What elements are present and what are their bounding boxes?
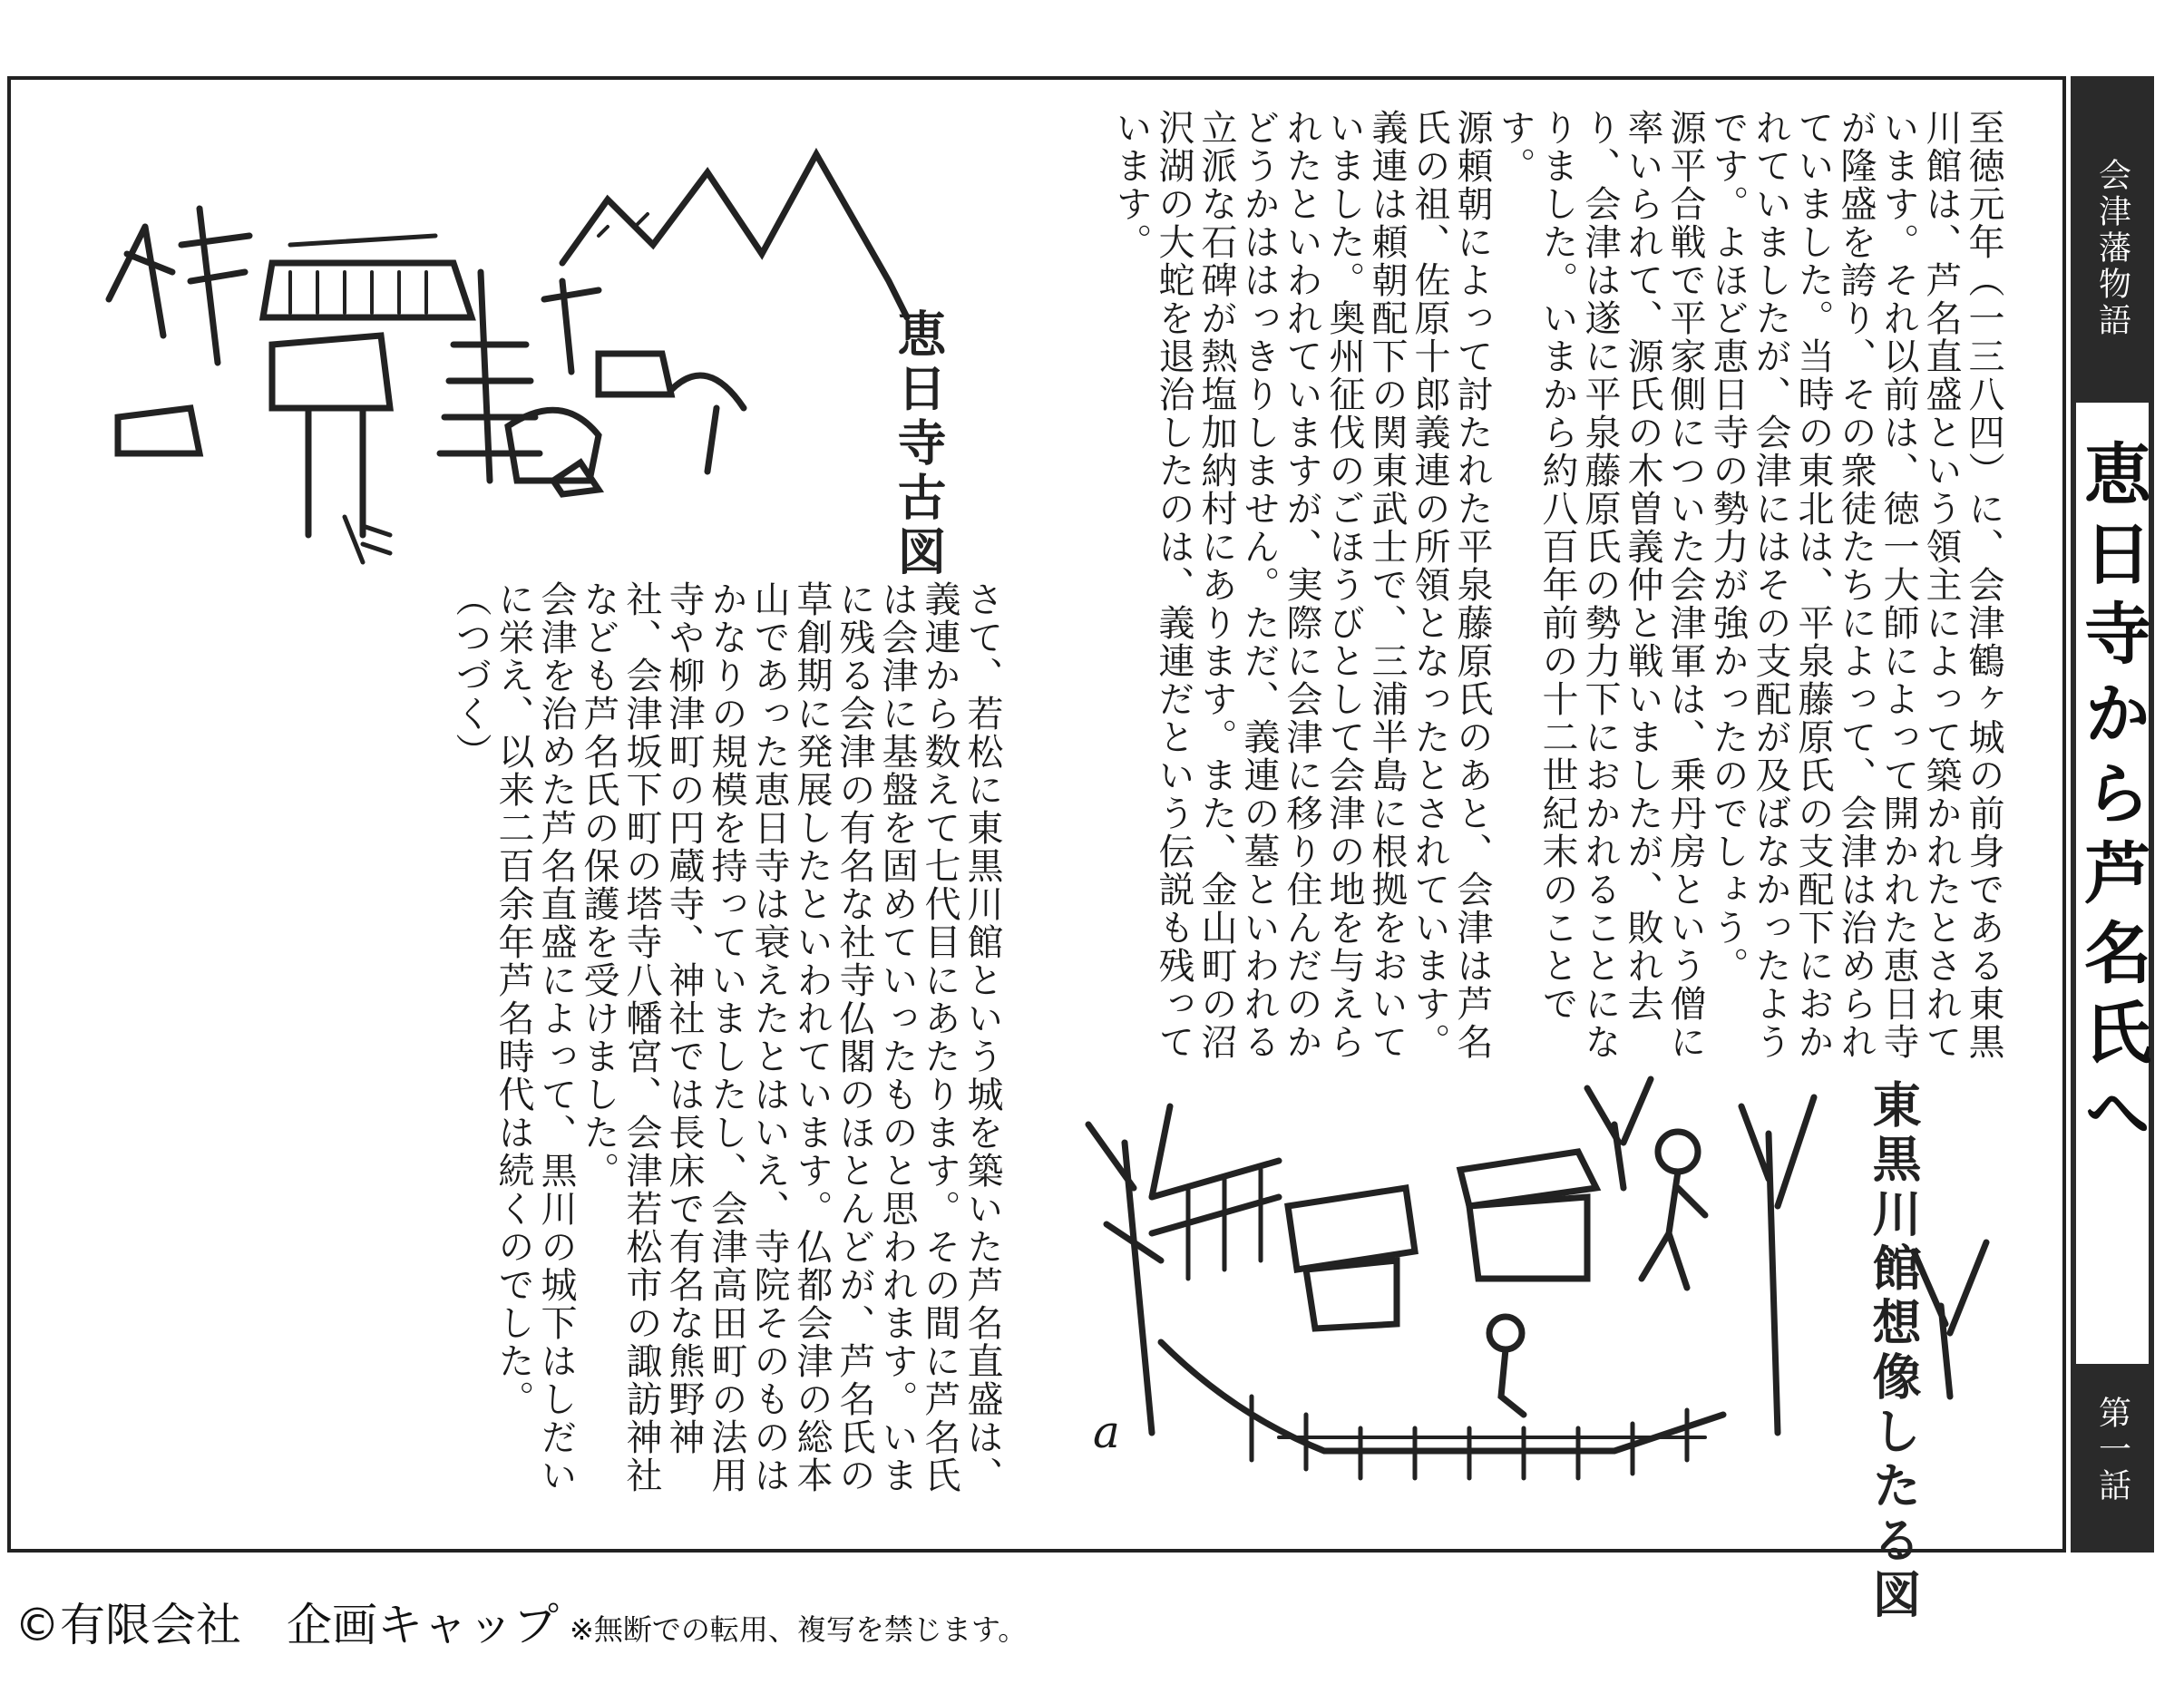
article-paragraph: 源平合戦で平家側についた会津軍は、乗丹房という僧に率いられて、源氏の木曽義仲と戦いましたが、敗れ去り、会津は遂に平泉藤原氏の勢力下におかれることになりました。いまから約八百年前の十二世紀末のことです。 (1494, 109, 1706, 1061)
temple-sketch-illustration (91, 136, 998, 580)
illustration-mark: a (1093, 1406, 1120, 1458)
article-paragraph: 至徳元年（一三八四）に、会津鶴ヶ城の前身である東黒川館は、芦名直盛という領主によって築かれたとされています。それ以前は、徳一大師によって開かれた恵日寺が隆盛を誇り、その衆徒たちによって、会津は治められていました。当時の東北は、平泉藤原氏の支配下におかれていましたが、会津にはその支配が及ばなかったようです。よほど恵日寺の勢力が強かったのでしょう。 (1707, 109, 2004, 1061)
copyright-text: ©有限会社 企画キャップ (15, 1599, 559, 1651)
kurokawa-sketch-caption: 東黒川館想像したる図 (1865, 1079, 1923, 1623)
episode-label: 第一話 (2093, 1396, 2131, 1504)
article-lower-column (24, 580, 1003, 1523)
article-paragraph: さて、若松に東黒川館という城を築いた芦名直盛は、義連から数えて七代目にあたります。その間に芦名氏は会津に基盤を固めていったものと思われます。いまに残る会津の有名な社寺仏閣のほとんどが、芦名氏の草創期に発展したといわれています。仏都会津の総本山であった恵日寺は衰えたとはいえ、寺院そのものはかなりの規模を持っていましたし、会津高田町の法用寺や柳津町の円蔵寺、神社では長床で有名な熊野神社、会津坂下町の塔寺八幡宮、会津若松市の諏訪神社なども芦名氏の保護を受けました。 (578, 580, 1003, 1494)
temple-sketch-caption: 恵日寺古図 (890, 308, 948, 580)
title-band (2071, 76, 2154, 1553)
article-paragraph: 源頼朝によって討たれた平泉藤原氏のあと、会津は芦名氏の祖、佐原十郎義連の所領となったとされています。義連は頼朝配下の関東武士で、三浦半島に根拠をおいていました。奥州征伐のごほうびとして会津の地を与えられたといわれていますが、実際に会津に移り住んだのかどうかははっきりしません。ただ、義連の墓といわれる立派な石碑が熱塩加納村にあります。また、金山町の沼沢湖の大蛇を退治したのは、義連だという伝説も残っています。 (1110, 109, 1493, 1061)
series-label: 会津藩物語 (2071, 112, 2154, 384)
article-upper-column (1025, 109, 2004, 1061)
page-title: 恵日寺から芦名氏へ (2076, 403, 2149, 1364)
article-paragraph: 会津を治めた芦名直盛によって、黒川の城下はしだいに栄え、以来二百余年芦名時代は続くのでした。 （つづく） (450, 580, 577, 1494)
reproduction-notice: ※無断での転用、複写を禁じます。 (570, 1612, 1028, 1647)
